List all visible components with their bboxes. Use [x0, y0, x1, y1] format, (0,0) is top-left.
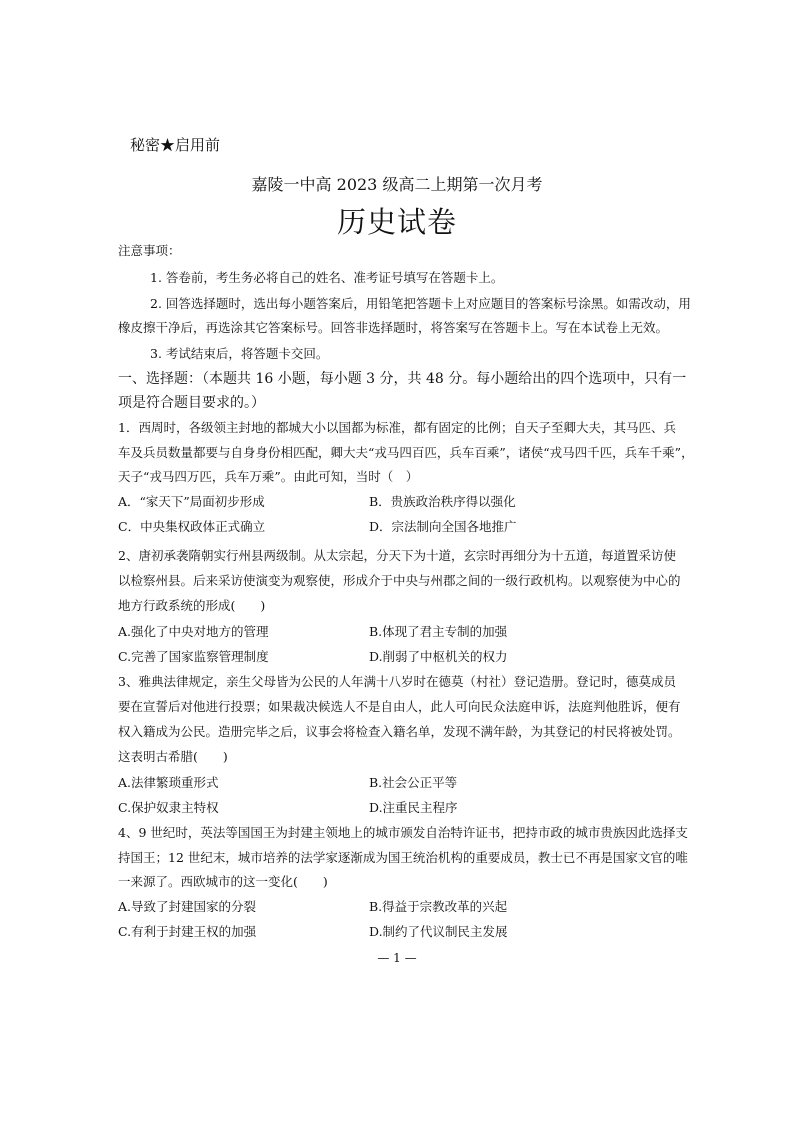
question-4-text: 4、9 世纪时，英法等国国王为封建主领地上的城市颁发自治特许证书，把持市政的城市贵族因此选择支 — [118, 825, 688, 840]
question-1-option-d: D．宗法制向全国各地推广 — [369, 519, 517, 534]
question-3-option-c: C.保护奴隶主特权 — [118, 800, 219, 815]
question-3-option-b: B.社会公正平等 — [369, 775, 458, 790]
exam-title: 嘉陵一中高 2023 级高二上期第一次月考 — [251, 175, 543, 194]
question-2-option-d: D.削弱了中枢机关的权力 — [369, 649, 508, 664]
question-1-option-c: C．中央集权政体正式确立 — [118, 519, 266, 534]
question-2-text: 以检察州县。后来采访使演变为观察使，形成介于中央与州郡之间的一级行政机构。以观察使为中心的 — [118, 573, 681, 588]
question-1-text: 1．西周时，各级领主封地的都城大小以国都为标准，都有固定的比例；自天子至卿大夫，其马匹、兵 — [118, 420, 676, 435]
question-2-option-c: C.完善了国家监察管理制度 — [118, 649, 269, 664]
question-4-option-d: D.制约了代议制民主发展 — [369, 924, 508, 939]
question-2-option-b: B.体现了君主专制的加强 — [369, 624, 508, 639]
question-3-text: 要在宣誓后对他进行投票；如果裁决候选人不是自由人，此人可向民众法庭申诉，法庭判他胜诉，便有 — [118, 699, 681, 714]
question-4-option-b: B.得益于宗教改革的兴起 — [369, 899, 508, 914]
note-item: 3. 考试结束后，将答题卡交回。 — [150, 346, 329, 361]
question-2-option-a: A.强化了中央对地方的管理 — [118, 624, 269, 639]
question-3-option-d: D.注重民主程序 — [369, 800, 458, 815]
question-4-text: 持国王；12 世纪末，城市培养的法学家逐渐成为国王统治机构的重要成员，教士已不再是国家文官的唯 — [118, 850, 688, 865]
question-2-text: 2、唐初承袭隋朝实行州县两级制。从太宗起，分天下为十道，玄宗时再细分为十五道，每道置采访使 — [118, 548, 676, 563]
section-heading-continued: 项是符合题目要求的。） — [118, 395, 265, 411]
confidential-mark: 秘密★启用前 — [130, 136, 221, 154]
question-1-text: 车及兵员数量都要与自身身份相匹配，卿大夫“戎马四百匹，兵车百乘”，诸侯“戎马四千匹，兵车千乘”， — [118, 445, 694, 460]
question-3-text: 权入籍成为公民。造册完毕之后，议事会将检查入籍名单，发现不满年龄，为其登记的村民将被处罚。 — [118, 724, 681, 739]
question-2-text: 地方行政系统的形成( ) — [118, 598, 266, 613]
subject-title: 历史试卷 — [336, 205, 457, 239]
note-item-continued: 橡皮擦干净后，再选涂其它答案标号。回答非选择题时，将答案写在答题卡上。写在本试卷上无效。 — [118, 320, 669, 335]
question-4-option-c: C.有利于封建王权的加强 — [118, 924, 257, 939]
note-item: 1. 答卷前，考生务必将自己的姓名、准考证号填写在答题卡上。 — [150, 270, 504, 285]
page-number: — 1 — — [377, 951, 417, 965]
section-heading: 一、选择题：（本题共 16 小题，每小题 3 分，共 48 分。每小题给出的四个选项中，只有一 — [118, 371, 687, 387]
question-3-option-a: A.法律繁琐重形式 — [118, 775, 219, 790]
question-4-option-a: A.导致了封建国家的分裂 — [118, 899, 257, 914]
question-4-text: 一来源了。西欧城市的这一变化( ) — [118, 874, 328, 889]
question-3-text: 这表明古希腊( ) — [118, 749, 228, 764]
question-3-text: 3、雅典法律规定，亲生父母皆为公民的人年满十八岁时在德莫（村社）登记造册。登记时，德莫成员 — [118, 674, 676, 689]
notes-heading: 注意事项： — [118, 243, 181, 258]
question-1-text: 天子“戎马四万匹，兵车万乘”。由此可知，当时（ ） — [118, 469, 419, 484]
question-1-option-b: B．贵族政治秩序得以强化 — [369, 494, 516, 509]
note-item: 2. 回答选择题时，选出每小题答案后，用铅笔把答题卡上对应题目的答案标号涂黑。如需改动，用 — [150, 296, 691, 311]
question-1-option-a: A．“家天下”局面初步形成 — [118, 494, 265, 509]
